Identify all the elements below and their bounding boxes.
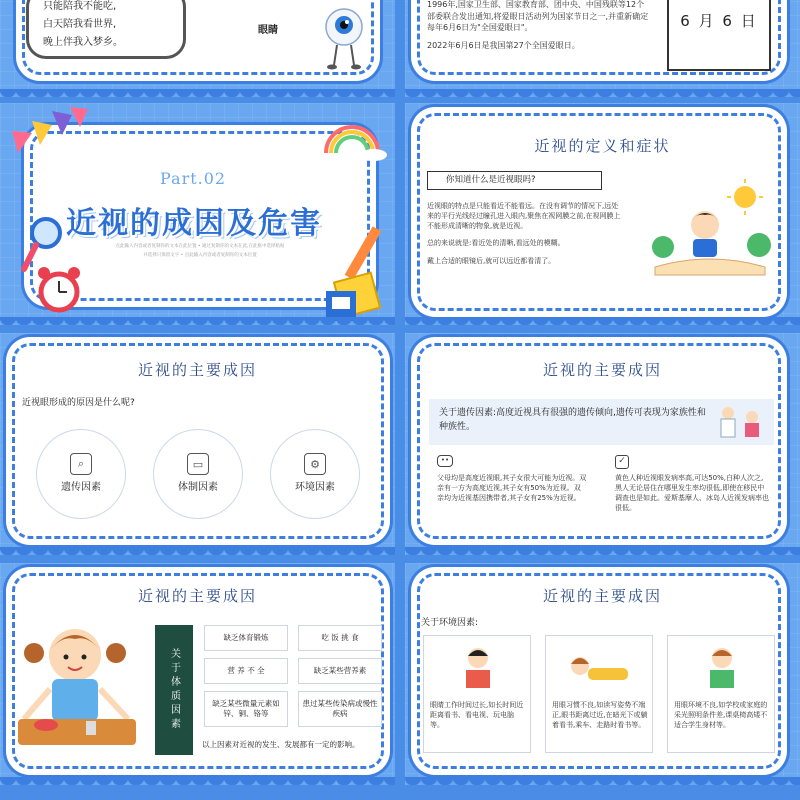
physique-item-4: 缺乏某些营养素: [298, 658, 382, 684]
bubble-line-2: 白天陪我看世界,: [43, 19, 117, 30]
date-text: 6 月 6 日: [680, 12, 758, 30]
slide-7-thumbnail[interactable]: [0, 563, 395, 785]
environment-column-2: [545, 635, 653, 753]
cover-title: 近视的成因及危害: [66, 206, 322, 241]
slide-4-thumbnail[interactable]: [405, 103, 800, 325]
genetic-heading-box: [429, 399, 774, 445]
physique-item-5: 缺乏某些微量元素如锌、铜、铬等: [204, 691, 288, 727]
physique-footer: 以上因素对近视的发生、发展都有一定的影响。: [202, 740, 360, 749]
physique-item-1: 缺乏体育锻炼: [204, 625, 288, 651]
alarm-clock-icon: [34, 265, 84, 315]
search-doc-icon: ⌕: [70, 453, 92, 475]
boy-reading-illustration-icon: [645, 175, 775, 280]
physique-item-3: 营 养 不 全: [204, 658, 288, 684]
slide-7-title: 近视的主要成因: [137, 587, 257, 605]
rainbow-cloud-icon: [318, 117, 388, 162]
slide-5-title: 近视的主要成因: [137, 361, 257, 379]
genetic-family-text: 父母均是高度近视眼,其子女很大可能为近视。双亲有一方为高度近视,其子女有50%为近视。双亲均为近视基因携带者,其子女有25%为近视。: [437, 474, 587, 503]
genetic-heading: 关于遗传因素:高度近视具有很强的遗传倾向,遗传可表现为家族性和种族性。: [439, 408, 706, 432]
environment-text-2: 用眼习惯不良,如读写姿势不端正,眼书距离过近,在暗光下或躺着看书,乘车、走路时看书等。: [552, 701, 648, 730]
family-icon: ••: [437, 455, 453, 467]
slide-5-thumbnail[interactable]: [0, 333, 395, 555]
environment-column-3: [667, 635, 775, 753]
physique-item-6: 患过某些传染病或慢性疾病: [298, 691, 382, 727]
monitor-icon: ▭: [187, 453, 209, 475]
bubble-line-3: 晚上伴我入梦乡。: [43, 37, 123, 48]
slide-3-thumbnail[interactable]: [0, 103, 395, 325]
cause-physique-label: 体制因素: [178, 482, 218, 493]
genetic-race-text: 黄色人种近视眼发病率高,可达50%,白种人次之,黑人无论居住在哪里发生率均很低,即使在移民中调查也是如此。爱斯基摩人、冰岛人近视发病率也很低。: [615, 474, 769, 513]
speech-bubble: [26, 0, 186, 59]
gear-doc-icon: ⚙: [304, 453, 326, 475]
eyeday-paragraph-2: 2022年6月6日是我国第27个全国爱眼日。: [427, 40, 580, 50]
cause-physique-button[interactable]: [153, 429, 243, 519]
cause-environment-label: 环境因素: [295, 482, 335, 493]
bunting-flags-icon: [10, 103, 90, 158]
slide-8-thumbnail[interactable]: [405, 563, 800, 785]
physique-side-text: 关于体质因素: [168, 648, 180, 732]
magnifier-icon: [20, 213, 70, 273]
girl-sitting-reading-icon: [702, 644, 742, 694]
definition-paragraph-1: 近视眼的特点是只能看近不能看远。在没有调节的情况下,远处来的平行光线经过瞳孔进入眼内,聚焦在视网膜之前,在视网膜上不能形成清晰的物象,就是近视。: [427, 202, 621, 231]
eyeday-paragraph-1: 1996年,国家卫生部、国家教育部、团中央、中国残联等12个部委联合发出通知,将爱眼日活动列为国家节日之一,并重新确定每年6月6日为"全国爱眼日"。: [427, 0, 649, 33]
check-box-icon: ✓: [615, 455, 629, 469]
bubble-line-1: 只能陪我不能吃,: [43, 1, 117, 12]
slide-6-thumbnail[interactable]: [405, 333, 800, 555]
boy-reading-icon: [458, 644, 498, 694]
slide-4-title: 近视的定义和症状: [534, 137, 671, 155]
girl-lying-reading-icon: [566, 650, 636, 690]
question-text: 你知道什么是近视眼吗?: [446, 175, 536, 185]
question-box: [427, 171, 602, 190]
slide-6-title: 近视的主要成因: [542, 361, 662, 379]
cover-subtitle-2: 并选择只保留文字 • 点此输入内容或者复制你的文本位置: [143, 252, 257, 258]
definition-paragraph-2: 总的来说就是:看近处的清晰,看远处的模糊。: [427, 239, 565, 248]
physique-side-label: [155, 625, 193, 755]
environment-heading: 关于环境因素:: [421, 618, 479, 628]
cause-genetic-label: 遗传因素: [61, 482, 101, 493]
environment-text-3: 用眼环境不良,如学校或家庭的采光照明条件差,课桌椅高矮不适合学生身材等。: [674, 701, 768, 730]
girl-eating-illustration-icon: [16, 623, 141, 753]
slide-2-thumbnail[interactable]: [405, 0, 800, 97]
cover-subtitle-1: 点此输入内容或者复制你的文本在此位置 • 通过复制你的文本在此,在此框中选择粘贴: [115, 244, 285, 249]
cause-environment-button[interactable]: [270, 429, 360, 519]
date-box: [667, 0, 771, 71]
environment-text-1: 眼睛工作时间过长,如长时间近距离看书、看电视、玩电脑等。: [430, 701, 524, 730]
environment-column-1: [423, 635, 531, 753]
cause-genetic-button[interactable]: [36, 429, 126, 519]
eye-label: 眼睛: [258, 25, 278, 36]
causes-question: 近视眼形成的原因是什么呢?: [22, 398, 135, 408]
eyeball-mascot-icon: [322, 5, 366, 75]
slide-1-thumbnail[interactable]: [0, 0, 395, 97]
part-label: Part.02: [160, 169, 227, 188]
doctor-patient-icon: [712, 403, 766, 441]
physique-item-2: 吃 饭 挑 食: [298, 625, 382, 651]
slide-8-title: 近视的主要成因: [542, 587, 662, 605]
definition-paragraph-3: 戴上合适的眼镜后,就可以远近都看清了。: [427, 256, 556, 265]
books-pencil-icon: [318, 219, 393, 324]
